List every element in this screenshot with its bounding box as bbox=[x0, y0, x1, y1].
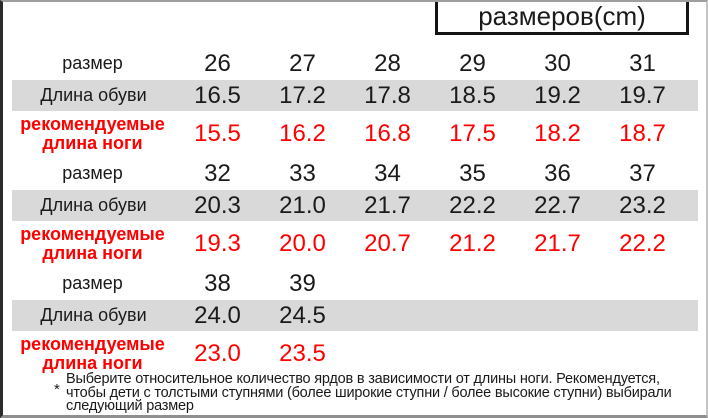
chart-title-box bbox=[435, 0, 689, 35]
row-label-size: размер bbox=[62, 53, 123, 73]
size-table bbox=[3, 47, 706, 377]
size-value: 30 bbox=[544, 49, 571, 77]
shoe-length-value: 22.2 bbox=[449, 191, 496, 219]
size-value: 38 bbox=[204, 269, 231, 297]
row-label-recommended bbox=[10, 115, 175, 153]
shoe-length-value: 19.2 bbox=[534, 81, 581, 109]
shoe-length-value: 23.2 bbox=[619, 191, 666, 219]
shoe-length-value: 17.2 bbox=[279, 81, 326, 109]
size-value: 31 bbox=[629, 49, 656, 77]
recommended-label-line2: длина ноги bbox=[42, 353, 143, 373]
foot-length-value: 23.0 bbox=[194, 340, 241, 367]
chart-title: размеров(cm) bbox=[478, 1, 646, 31]
row-label-size: размер bbox=[62, 163, 123, 183]
size-value: 37 bbox=[629, 159, 656, 187]
shoe-length-value: 21.0 bbox=[279, 191, 326, 219]
recommended-row bbox=[3, 111, 706, 157]
size-row bbox=[3, 157, 706, 190]
foot-length-value: 17.5 bbox=[449, 120, 496, 147]
foot-length-value: 20.0 bbox=[279, 230, 326, 257]
row-label-shoe-length: Длина обуви bbox=[40, 195, 147, 215]
foot-length-value: 18.2 bbox=[534, 120, 581, 147]
foot-length-value: 16.8 bbox=[364, 120, 411, 147]
row-label-size: размер bbox=[62, 273, 123, 293]
shoe-length-row bbox=[12, 300, 698, 331]
foot-length-value: 21.7 bbox=[534, 230, 581, 257]
shoe-length-value: 16.5 bbox=[194, 81, 241, 109]
foot-length-value: 15.5 bbox=[194, 120, 241, 147]
recommended-label-line2: длина ноги bbox=[42, 243, 143, 263]
shoe-length-value: 19.7 bbox=[619, 81, 666, 109]
shoe-length-value: 20.3 bbox=[194, 191, 241, 219]
size-value: 39 bbox=[289, 269, 316, 297]
foot-length-value: 22.2 bbox=[619, 230, 666, 257]
size-value: 26 bbox=[204, 49, 231, 77]
size-value: 35 bbox=[459, 159, 486, 187]
foot-length-value: 21.2 bbox=[449, 230, 496, 257]
recommended-label-line1: рекомендуемые bbox=[20, 114, 165, 134]
size-row bbox=[3, 47, 706, 80]
footnote-text: Выберите относительное количество ярдов в зависимости от длины ноги. Рекомендуется, чтобы дети с толстыми ступнями (более широкие ступни / более высокие ступни) выбирали следующий размер bbox=[66, 371, 672, 414]
foot-length-value: 18.7 bbox=[619, 120, 666, 147]
size-value: 34 bbox=[374, 159, 401, 187]
foot-length-value: 23.5 bbox=[279, 340, 326, 367]
size-value: 29 bbox=[459, 49, 486, 77]
shoe-length-row bbox=[12, 190, 698, 221]
row-label-recommended bbox=[10, 225, 175, 263]
shoe-length-value: 22.7 bbox=[534, 191, 581, 219]
shoe-length-value: 24.0 bbox=[194, 301, 241, 329]
size-value: 33 bbox=[289, 159, 316, 187]
size-value: 36 bbox=[544, 159, 571, 187]
shoe-length-row bbox=[12, 80, 698, 111]
shoe-length-value: 17.8 bbox=[364, 81, 411, 109]
row-label-shoe-length: Длина обуви bbox=[40, 305, 147, 325]
footnote-marker: * bbox=[54, 381, 60, 398]
recommended-label-line1: рекомендуемые bbox=[20, 224, 165, 244]
shoe-length-value: 24.5 bbox=[279, 301, 326, 329]
row-label-recommended bbox=[10, 335, 175, 373]
size-value: 32 bbox=[204, 159, 231, 187]
foot-length-value: 19.3 bbox=[194, 230, 241, 257]
foot-length-value: 16.2 bbox=[279, 120, 326, 147]
size-value: 27 bbox=[289, 49, 316, 77]
shoe-length-value: 21.7 bbox=[364, 191, 411, 219]
row-label-shoe-length: Длина обуви bbox=[40, 85, 147, 105]
recommended-label-line2: длина ноги bbox=[42, 133, 143, 153]
foot-length-value: 20.7 bbox=[364, 230, 411, 257]
recommended-label-line1: рекомендуемые bbox=[20, 334, 165, 354]
recommended-row bbox=[3, 221, 706, 267]
size-value: 28 bbox=[374, 49, 401, 77]
shoe-length-value: 18.5 bbox=[449, 81, 496, 109]
size-row bbox=[3, 267, 706, 300]
